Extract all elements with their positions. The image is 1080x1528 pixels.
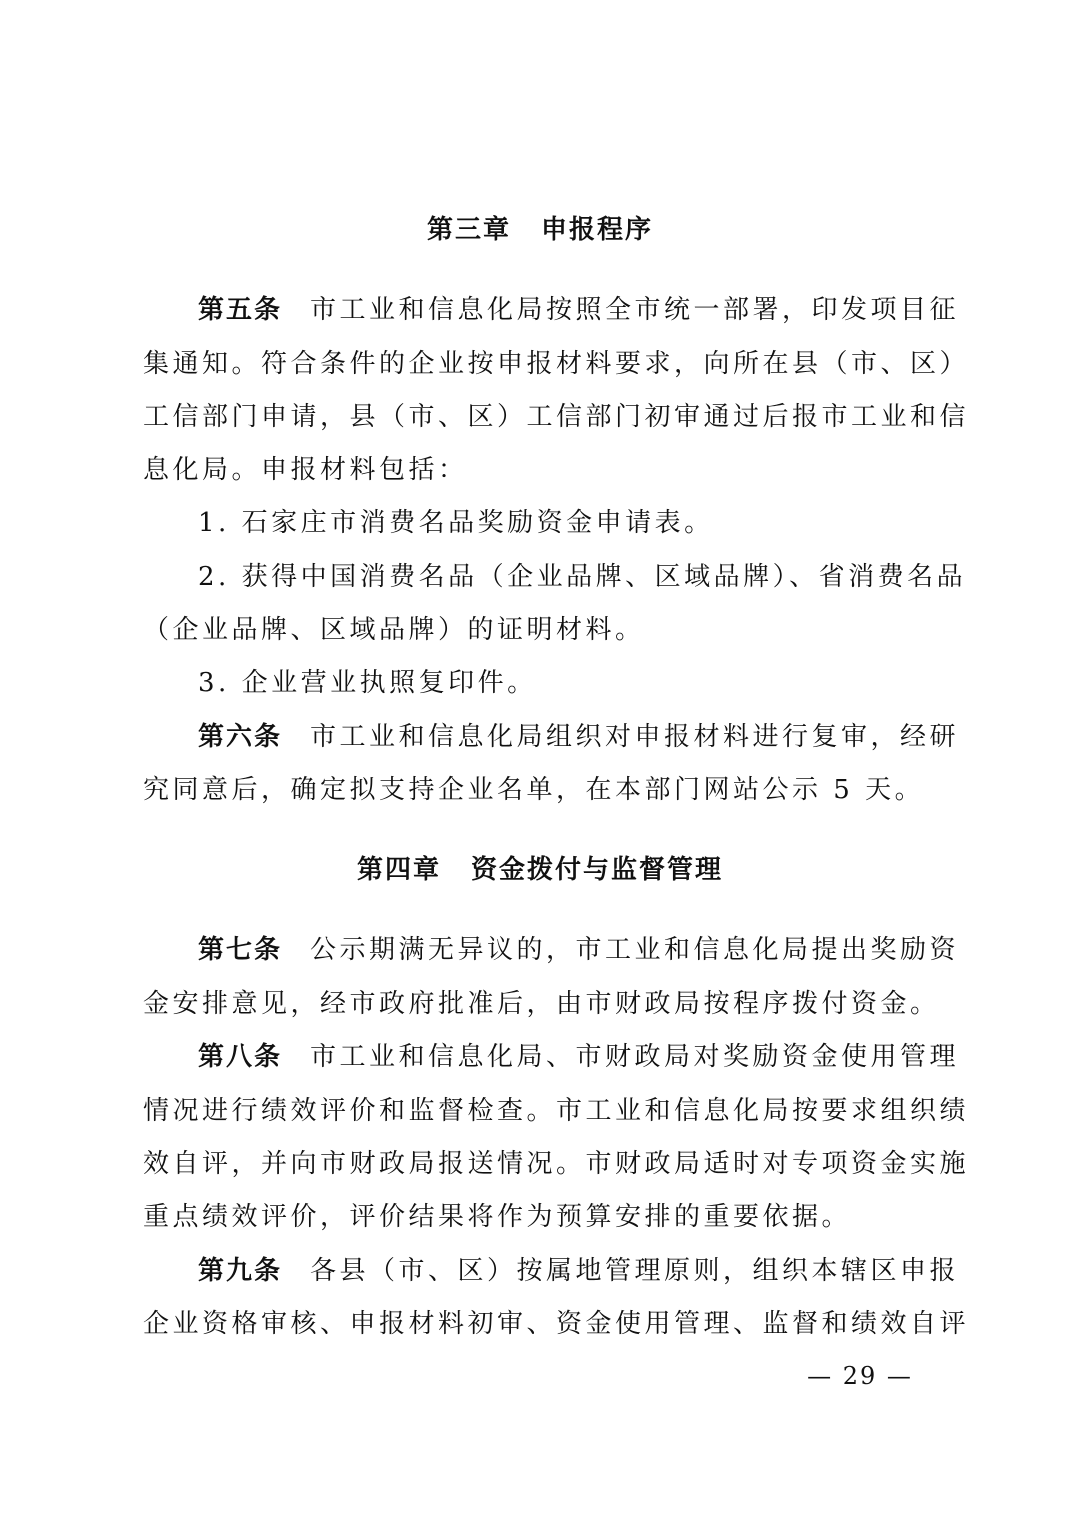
article-5-line-1 (198, 292, 960, 328)
article-5-item-3: 3. 企业营业执照复印件。 (198, 668, 537, 698)
chapter-3-number: 第三章 (426, 215, 511, 245)
article-6-label: 第六条 (198, 722, 283, 752)
article-6-line-2: 究同意后，确定拟支持企业名单，在本部门网站公示 5 天。 (143, 775, 925, 805)
article-5-item-2: 2. 获得中国消费名品（企业品牌、区域品牌）、省消费名品 (198, 562, 967, 592)
article-6-line-1 (198, 719, 960, 755)
chapter-3-title: 申报程序 (541, 215, 654, 245)
chapter-4-title: 资金拨付与监督管理 (471, 855, 724, 885)
article-6-text-1: 市工业和信息化局组织对申报材料进行复审，经研 (310, 722, 960, 752)
article-5-text-1: 市工业和信息化局按照全市统一部署，印发项目征 (310, 295, 960, 325)
chapter-4-heading (0, 852, 1080, 888)
article-9-text-1: 各县（市、区）按属地管理原则，组织本辖区申报 (310, 1256, 960, 1286)
article-7-text-1: 公示期满无异议的，市工业和信息化局提出奖励资 (310, 935, 960, 965)
article-8-label: 第八条 (198, 1042, 283, 1072)
chapter-4-number: 第四章 (356, 855, 441, 885)
article-5-item-1: 1. 石家庄市消费名品奖励资金申请表。 (198, 508, 714, 538)
article-8-text-1: 市工业和信息化局、市财政局对奖励资金使用管理 (310, 1042, 960, 1072)
article-8-line-2: 情况进行绩效评价和监督检查。市工业和信息化局按要求组织绩 (143, 1096, 970, 1126)
article-9-line-2: 企业资格审核、申报材料初审、资金使用管理、监督和绩效自评 (143, 1309, 970, 1339)
article-9-line-1 (198, 1253, 960, 1289)
article-5-line-2: 集通知。符合条件的企业按申报材料要求，向所在县（市、区） (143, 349, 970, 379)
article-7-label: 第七条 (198, 935, 283, 965)
article-8-line-1 (198, 1039, 960, 1075)
article-5-item-2-cont: （企业品牌、区域品牌）的证明材料。 (143, 615, 645, 645)
article-7-line-2: 金安排意见，经市政府批准后，由市财政局按程序拨付资金。 (143, 989, 940, 1019)
article-8-line-3: 效自评，并向市财政局报送情况。市财政局适时对专项资金实施 (143, 1149, 970, 1179)
page-number: — 29 — (807, 1362, 913, 1390)
article-9-label: 第九条 (198, 1256, 283, 1286)
article-5-line-3: 工信部门申请，县（市、区）工信部门初审通过后报市工业和信 (143, 402, 970, 432)
article-8-line-4: 重点绩效评价，评价结果将作为预算安排的重要依据。 (143, 1202, 852, 1232)
article-7-line-1 (198, 932, 960, 968)
article-5-line-4: 息化局。申报材料包括： (143, 455, 468, 485)
chapter-3-heading (0, 212, 1080, 248)
article-5-label: 第五条 (198, 295, 283, 325)
